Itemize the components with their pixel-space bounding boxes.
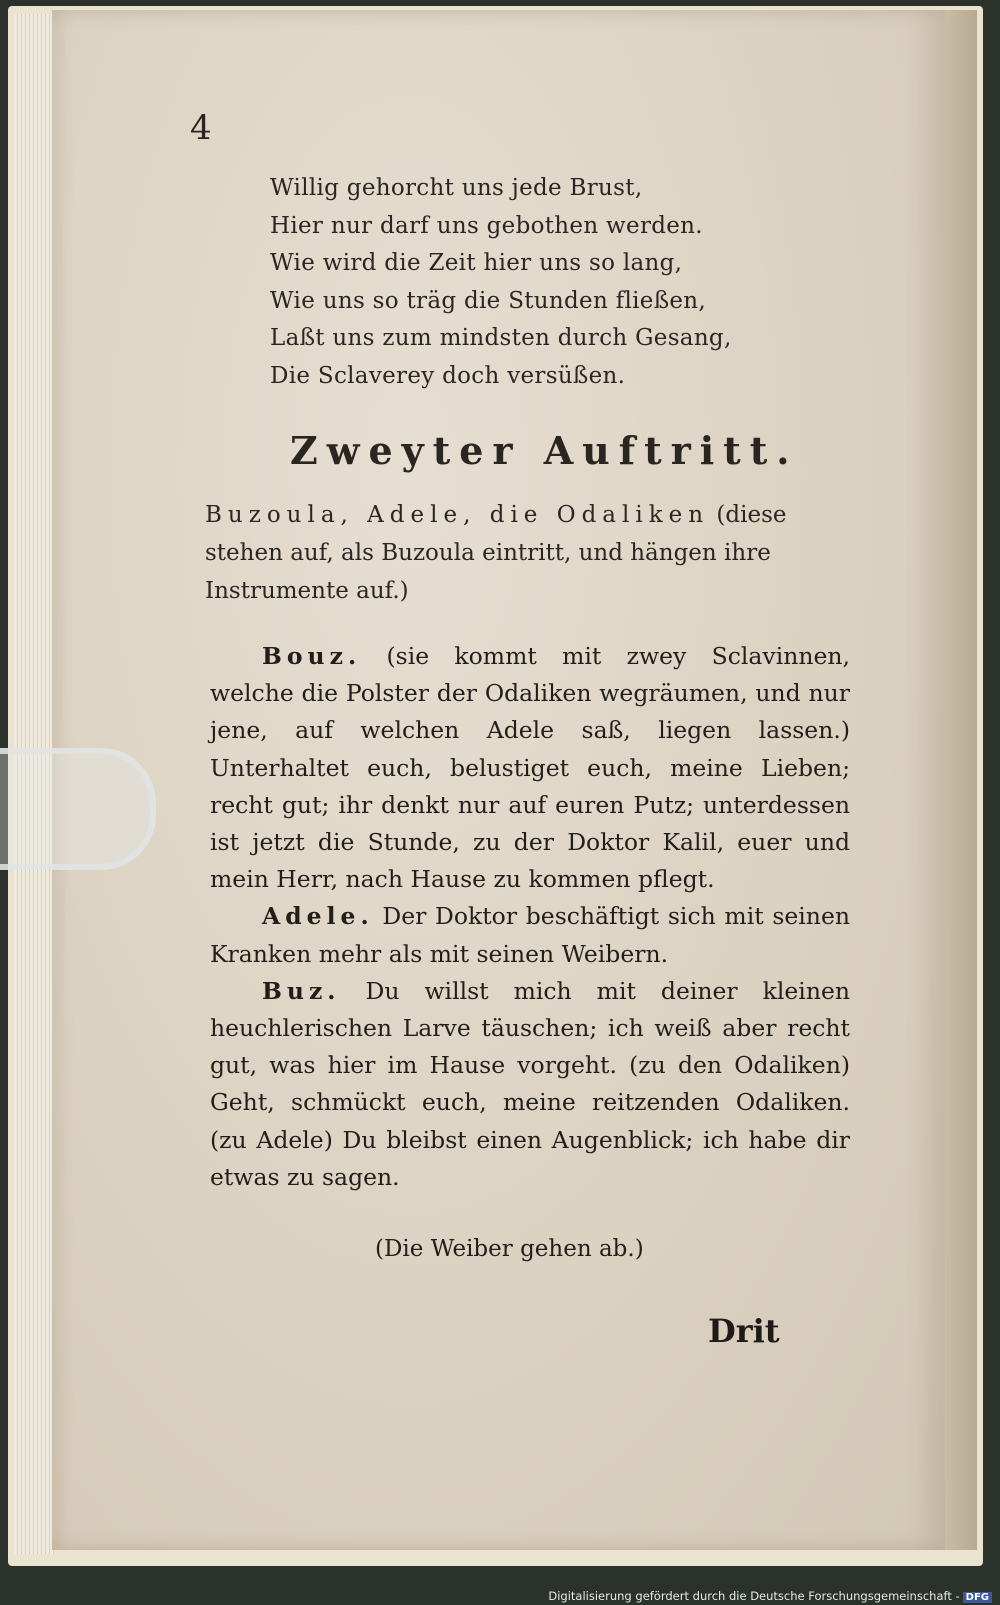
speaker-name: Adele. <box>262 902 374 931</box>
speaker-name: Buz. <box>262 976 341 1005</box>
stage-direction-characters: Buzoula, Adele, die Odaliken <box>205 502 710 528</box>
stage-direction-note: (diese stehen auf, als Buzoula eintritt, und hängen ihre Instrumente auf.) <box>205 502 787 604</box>
verse-line: Hier nur darf uns gebothen werden. <box>270 212 703 239</box>
footer-credit <box>548 1589 992 1603</box>
verse-line: Wie uns so träg die Stunden fließen, <box>270 287 707 314</box>
speaker-name: Bouz. <box>262 642 362 670</box>
catchword: Drit <box>708 1312 780 1350</box>
verse-line: Die Sclaverey doch versüßen. <box>270 362 626 389</box>
dialogue-block <box>210 638 850 1196</box>
page-number: 4 <box>190 108 212 148</box>
scene-heading: Zweyter Auftritt. <box>290 428 799 473</box>
dfg-logo: DFG <box>963 1592 992 1603</box>
stage-direction <box>205 496 845 610</box>
dialogue-paragraph <box>210 973 850 1196</box>
page-clip <box>0 748 156 870</box>
verse-line: Wie wird die Zeit hier uns so lang, <box>270 250 683 276</box>
dialogue-paragraph <box>210 898 850 972</box>
verse-block <box>270 170 790 395</box>
dialogue-paragraph <box>210 638 850 898</box>
dialogue-text: (sie kommt mit zwey Sclavinnen, welche die Polster der Odaliken wegräumen, und nur jene, auf welchen Adele saß, liegen lassen.) Unterhaltet euch, belustiget euch, meine Lieben; recht gut; ihr denkt nur auf euren Putz; unterdessen ist jetzt die Stunde, zu der Doktor Kalil, euer und mein Herr, nach Hause zu kommen pflegt. <box>210 642 850 894</box>
page-right-edge <box>945 10 977 1550</box>
verse-line: Laßt uns zum mindsten durch Gesang, <box>270 325 732 351</box>
dialogue-text: Du willst mich mit deiner kleinen heuchlerischen Larve täuschen; ich weiß aber recht gut, was hier im Hause vorgeht. (zu den Odaliken) Geht, schmückt euch, meine reitzenden Odaliken. (zu Adele) Du bleibst einen Augenblick; ich habe dir etwas zu sagen. <box>210 976 850 1191</box>
exit-direction: (Die Weiber gehen ab.) <box>375 1236 644 1262</box>
footer-text: Digitalisierung gefördert durch die Deutsche Forschungsgemeinschaft - <box>548 1589 960 1603</box>
verse-line: Willig gehorcht uns jede Brust, <box>270 175 643 201</box>
dialogue-text: Der Doktor beschäftigt sich mit seinen Kranken mehr als mit seinen Weibern. <box>210 902 850 968</box>
